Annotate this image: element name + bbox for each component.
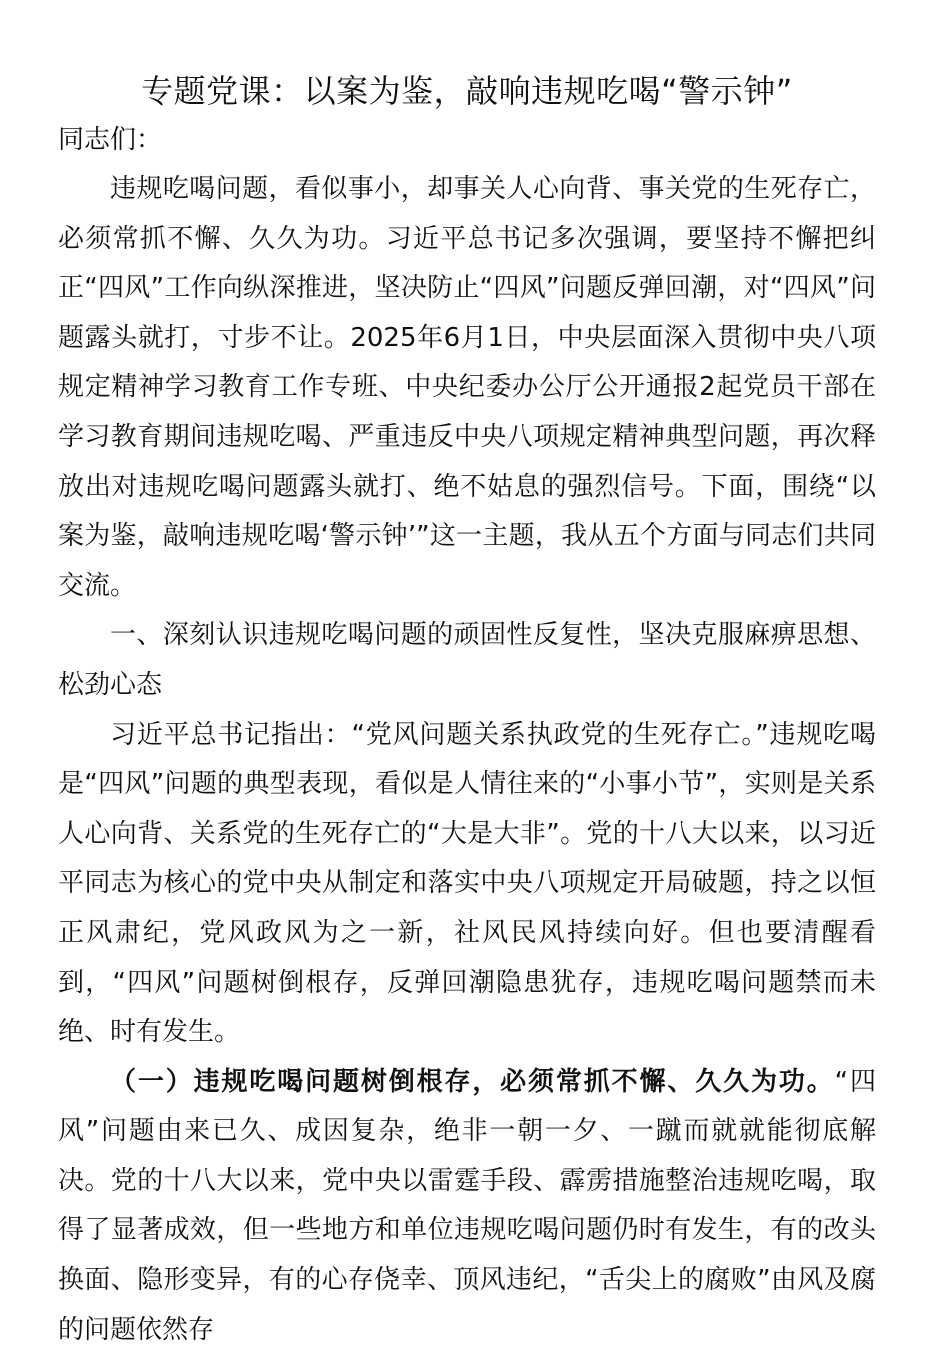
section-heading-1: 一、深刻认识违规吃喝问题的顽固性反复性，坚决克服麻痹思想、松劲心态	[58, 620, 876, 700]
subsection-body-1: “四风”问题由来已久、成因复杂，绝非一朝一夕、一蹴而就就能彻底解决。党的十八大以来，党中央以雷霆手段、霹雳措施整治违规吃喝，取得了显著成效，但一些地方和单位违规吃喝问题仍时有发生，有的改头换面、隐形变异，有的心存侥幸、顶风违纪，“舌尖上的腐败”由风及腐的问题依然存	[58, 1066, 876, 1345]
paragraph-intro: 违规吃喝问题，看似事小，却事关人心向背、事关党的生死存亡，必须常抓不懈、久久为功。习近平总书记多次强调，要坚持不懈把纠正“四风”工作向纵深推进，坚决防止“四风”问题反弹回潮，对“四风”问题露头就打，寸步不让。2025年6月1日，中央层面深入贯彻中央八项规定精神学习教育工作专班、中央纪委办公厅公开通报2起党员干部在学习教育期间违规吃喝、严重违反中央八项规定精神典型问题，再次释放出对违规吃喝问题露头就打、绝不姑息的强烈信号。下面，围绕“以案为鉴，敲响违规吃喝‘警示钟’”这一主题，我从五个方面与同志们共同交流。	[58, 174, 876, 601]
document-title: 专题党课：以案为鉴，敲响违规吃喝“警示钟”	[141, 72, 793, 110]
paragraph-subsection-1	[58, 1058, 876, 1355]
salutation: 同志们：	[58, 125, 163, 155]
document-page	[58, 66, 876, 1355]
subsection-heading-1: （一）违规吃喝问题树倒根存，必须常抓不懈、久久为功。	[110, 1066, 835, 1097]
paragraph-section-1: 习近平总书记指出：“党风问题关系执政党的生死存亡。”违规吃喝是“四风”问题的典型表现，看似是人情往来的“小事小节”，实则是关系人心向背、关系党的生死存亡的“大是大非”。党的十八大以来，以习近平同志为核心的党中央从制定和落实中央八项规定开局破题，持之以恒正风肃纪，党风政风为之一新，社风民风持续向好。但也要清醒看到，“四风”问题树倒根存，反弹回潮隐患犹存，违规吃喝问题禁而未绝、时有发生。	[58, 719, 876, 1048]
